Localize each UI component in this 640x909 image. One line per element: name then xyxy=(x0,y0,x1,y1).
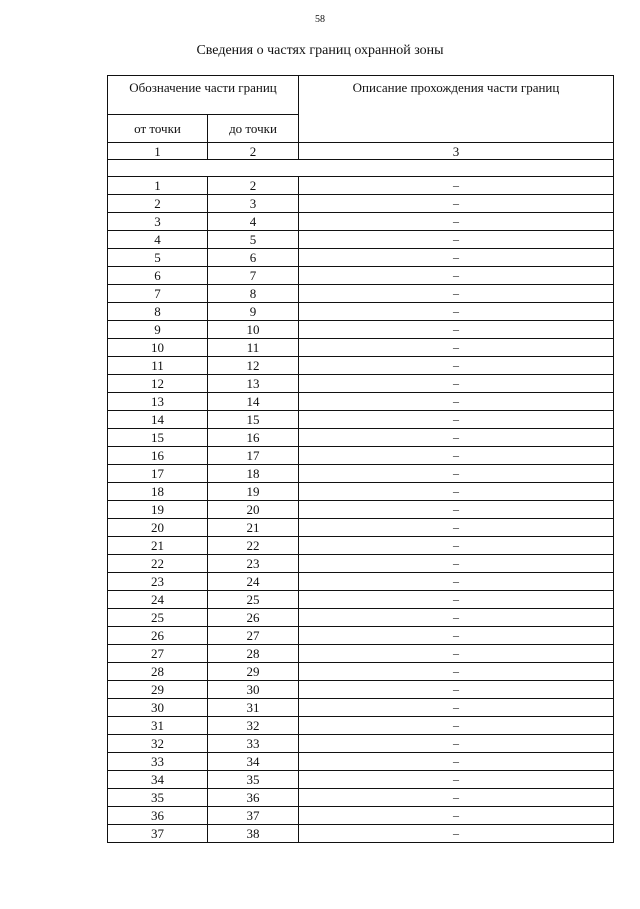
from-point-cell: 30 xyxy=(108,699,208,717)
table-row xyxy=(108,735,614,753)
table-row xyxy=(108,213,614,231)
to-point-cell: 3 xyxy=(208,195,299,213)
column-number: 2 xyxy=(208,143,299,160)
from-point-cell: 8 xyxy=(108,303,208,321)
from-point-cell: 1 xyxy=(108,177,208,195)
to-point-cell: 12 xyxy=(208,357,299,375)
to-point-cell: 17 xyxy=(208,447,299,465)
description-cell: – xyxy=(299,645,614,663)
description-cell: – xyxy=(299,465,614,483)
to-point-cell: 10 xyxy=(208,321,299,339)
description-cell: – xyxy=(299,771,614,789)
table-row xyxy=(108,627,614,645)
to-point-cell: 22 xyxy=(208,537,299,555)
from-point-cell: 19 xyxy=(108,501,208,519)
from-point-cell: 28 xyxy=(108,663,208,681)
from-point-cell: 15 xyxy=(108,429,208,447)
table-row xyxy=(108,501,614,519)
table-row xyxy=(108,267,614,285)
from-point-cell: 13 xyxy=(108,393,208,411)
table-row xyxy=(108,771,614,789)
description-cell: – xyxy=(299,501,614,519)
table-header-row xyxy=(108,76,614,115)
to-point-cell: 27 xyxy=(208,627,299,645)
table-row xyxy=(108,555,614,573)
to-point-cell: 13 xyxy=(208,375,299,393)
table-row xyxy=(108,339,614,357)
to-point-cell: 34 xyxy=(208,753,299,771)
table-row xyxy=(108,717,614,735)
empty-cell xyxy=(108,160,614,177)
table-row xyxy=(108,177,614,195)
table-row xyxy=(108,609,614,627)
description-cell: – xyxy=(299,303,614,321)
to-point-cell: 14 xyxy=(208,393,299,411)
column-number: 1 xyxy=(108,143,208,160)
from-point-cell: 7 xyxy=(108,285,208,303)
from-point-cell: 26 xyxy=(108,627,208,645)
table-row xyxy=(108,483,614,501)
from-point-cell: 32 xyxy=(108,735,208,753)
description-cell: – xyxy=(299,411,614,429)
table-row xyxy=(108,591,614,609)
to-point-cell: 2 xyxy=(208,177,299,195)
description-cell: – xyxy=(299,609,614,627)
description-cell: – xyxy=(299,267,614,285)
description-cell: – xyxy=(299,213,614,231)
table-row xyxy=(108,249,614,267)
description-cell: – xyxy=(299,285,614,303)
from-point-cell: 29 xyxy=(108,681,208,699)
from-point-cell: 37 xyxy=(108,825,208,843)
to-point-cell: 28 xyxy=(208,645,299,663)
table-row xyxy=(108,357,614,375)
description-cell: – xyxy=(299,699,614,717)
to-point-cell: 7 xyxy=(208,267,299,285)
table-row xyxy=(108,645,614,663)
from-point-cell: 12 xyxy=(108,375,208,393)
description-cell: – xyxy=(299,177,614,195)
table-row xyxy=(108,321,614,339)
to-point-cell: 16 xyxy=(208,429,299,447)
to-point-cell: 6 xyxy=(208,249,299,267)
from-point-cell: 16 xyxy=(108,447,208,465)
from-point-cell: 5 xyxy=(108,249,208,267)
to-point-cell: 32 xyxy=(208,717,299,735)
table-row xyxy=(108,285,614,303)
description-cell: – xyxy=(299,555,614,573)
to-point-cell: 19 xyxy=(208,483,299,501)
from-point-cell: 22 xyxy=(108,555,208,573)
to-point-cell: 25 xyxy=(208,591,299,609)
from-point-cell: 33 xyxy=(108,753,208,771)
to-point-cell: 23 xyxy=(208,555,299,573)
boundary-parts-table xyxy=(107,75,614,843)
to-point-cell: 5 xyxy=(208,231,299,249)
description-cell: – xyxy=(299,717,614,735)
description-cell: – xyxy=(299,375,614,393)
table-row xyxy=(108,465,614,483)
table-row xyxy=(108,519,614,537)
description-cell: – xyxy=(299,627,614,645)
to-point-cell: 20 xyxy=(208,501,299,519)
description-cell: – xyxy=(299,825,614,843)
to-point-cell: 21 xyxy=(208,519,299,537)
description-cell: – xyxy=(299,339,614,357)
to-point-cell: 37 xyxy=(208,807,299,825)
table-row xyxy=(108,231,614,249)
description-cell: – xyxy=(299,429,614,447)
table-row xyxy=(108,699,614,717)
from-point-cell: 20 xyxy=(108,519,208,537)
table-row xyxy=(108,681,614,699)
to-point-cell: 33 xyxy=(208,735,299,753)
description-cell: – xyxy=(299,789,614,807)
from-point-cell: 24 xyxy=(108,591,208,609)
to-point-cell: 31 xyxy=(208,699,299,717)
to-point-cell: 4 xyxy=(208,213,299,231)
from-point-cell: 31 xyxy=(108,717,208,735)
to-point-cell: 15 xyxy=(208,411,299,429)
to-point-cell: 36 xyxy=(208,789,299,807)
table-row xyxy=(108,825,614,843)
from-point-cell: 18 xyxy=(108,483,208,501)
from-point-cell: 4 xyxy=(108,231,208,249)
from-point-cell: 2 xyxy=(108,195,208,213)
table-row xyxy=(108,411,614,429)
table-row xyxy=(108,807,614,825)
from-point-cell: 14 xyxy=(108,411,208,429)
description-cell: – xyxy=(299,519,614,537)
to-point-cell: 29 xyxy=(208,663,299,681)
to-point-cell: 8 xyxy=(208,285,299,303)
from-point-cell: 21 xyxy=(108,537,208,555)
description-cell: – xyxy=(299,393,614,411)
from-point-cell: 27 xyxy=(108,645,208,663)
from-point-cell: 35 xyxy=(108,789,208,807)
from-point-cell: 10 xyxy=(108,339,208,357)
designation-header: Обозначение части границ xyxy=(108,76,299,115)
table-row xyxy=(108,537,614,555)
description-cell: – xyxy=(299,357,614,375)
description-cell: – xyxy=(299,591,614,609)
from-point-cell: 34 xyxy=(108,771,208,789)
table-row xyxy=(108,303,614,321)
description-cell: – xyxy=(299,537,614,555)
from-point-cell: 17 xyxy=(108,465,208,483)
description-cell: – xyxy=(299,249,614,267)
table-row xyxy=(108,663,614,681)
from-point-cell: 9 xyxy=(108,321,208,339)
table-row xyxy=(108,393,614,411)
table-row xyxy=(108,573,614,591)
from-point-cell: 36 xyxy=(108,807,208,825)
description-cell: – xyxy=(299,321,614,339)
table-row xyxy=(108,789,614,807)
from-point-cell: 23 xyxy=(108,573,208,591)
empty-row xyxy=(108,160,614,177)
to-point-cell: 24 xyxy=(208,573,299,591)
from-point-cell: 6 xyxy=(108,267,208,285)
description-cell: – xyxy=(299,735,614,753)
description-cell: – xyxy=(299,231,614,249)
column-number: 3 xyxy=(299,143,614,160)
description-cell: – xyxy=(299,753,614,771)
to-point-cell: 30 xyxy=(208,681,299,699)
table-row xyxy=(108,375,614,393)
description-cell: – xyxy=(299,447,614,465)
description-cell: – xyxy=(299,681,614,699)
description-cell: – xyxy=(299,663,614,681)
to-point-header: до точки xyxy=(208,115,299,143)
description-header: Описание прохождения части границ xyxy=(299,76,614,143)
to-point-cell: 26 xyxy=(208,609,299,627)
table-row xyxy=(108,753,614,771)
table-row xyxy=(108,195,614,213)
table-row xyxy=(108,429,614,447)
description-cell: – xyxy=(299,195,614,213)
to-point-cell: 11 xyxy=(208,339,299,357)
page-number: 58 xyxy=(315,14,325,25)
from-point-header: от точки xyxy=(108,115,208,143)
document-title: Сведения о частях границ охранной зоны xyxy=(196,43,444,58)
from-point-cell: 25 xyxy=(108,609,208,627)
to-point-cell: 38 xyxy=(208,825,299,843)
column-number-row xyxy=(108,143,614,160)
to-point-cell: 35 xyxy=(208,771,299,789)
from-point-cell: 3 xyxy=(108,213,208,231)
table-row xyxy=(108,447,614,465)
description-cell: – xyxy=(299,807,614,825)
from-point-cell: 11 xyxy=(108,357,208,375)
to-point-cell: 18 xyxy=(208,465,299,483)
description-cell: – xyxy=(299,483,614,501)
to-point-cell: 9 xyxy=(208,303,299,321)
description-cell: – xyxy=(299,573,614,591)
